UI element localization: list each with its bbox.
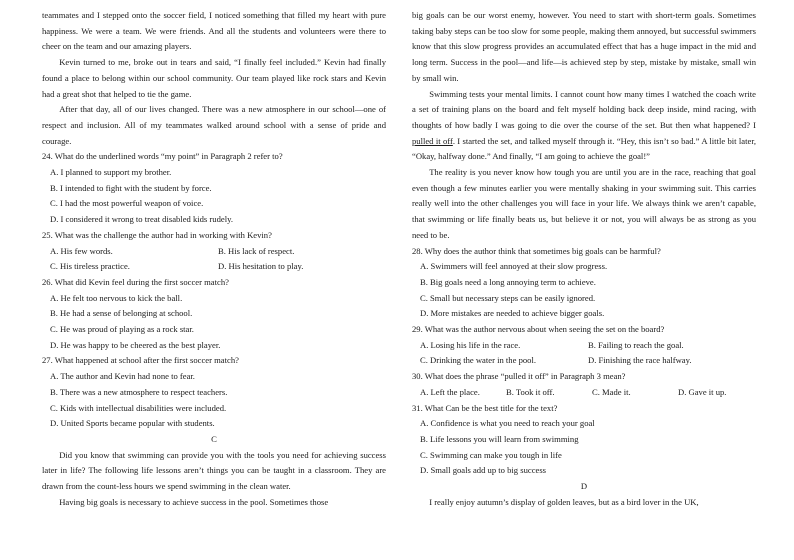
option-a: A. The author and Kevin had none to fear.: [50, 371, 195, 382]
option-d: D. Finishing the race halfway.: [588, 355, 692, 366]
paragraph: Swimming tests your mental limits. I cannot count how many times I watched the coach write a set of training plans on the board and felt myself holding back deep inside, mind racing, with thoughts of how badly I was going to die over the course of the set. But then what happened? I pulled it off. I started the set, and talked myself through it. “Hey, this isn’t so bad.” A little bit later, “Okay, halfway done.” And finally, “I am going to achieve the goal!”: [412, 88, 756, 162]
option-b: B. I intended to fight with the student by force.: [50, 182, 212, 193]
question-stem: 25. What was the challenge the author had in working with Kevin?: [42, 229, 272, 240]
right-column: [412, 8, 756, 511]
option-d: D. United Sports became popular with students.: [50, 418, 215, 429]
question-30: [412, 369, 756, 400]
option-a: A. Swimmers will feel annoyed at their slow progress.: [420, 261, 608, 272]
question-24: [42, 149, 386, 228]
option-d: D. Small goals add up to big success: [420, 465, 547, 476]
question-stem: 31. What Can be the best title for the text?: [412, 402, 558, 413]
option-b: B. Failing to reach the goal.: [588, 339, 684, 350]
question-stem: 28. Why does the author think that sometimes big goals can be harmful?: [412, 245, 661, 256]
question-25: [42, 228, 386, 275]
option-b: B. Life lessons you will learn from swimming: [420, 433, 579, 444]
option-b: B. He had a sense of belonging at school.: [50, 308, 193, 319]
option-c: C. He was proud of playing as a rock star.: [50, 324, 194, 335]
question-29: [412, 322, 756, 369]
question-27: [42, 353, 386, 432]
paragraph: Did you know that swimming can provide you with the tools you need for achieving success later in life? The following life lessons aren’t things you can be taught in a classroom. They are drawn from the count-less hours we spend swimming in the clean water.: [42, 449, 386, 492]
question-stem: 27. What happened at school after the first soccer match?: [42, 355, 239, 366]
underlined-phrase: pulled it off: [412, 135, 453, 146]
question-stem: 30. What does the phrase “pulled it off” in Paragraph 3 mean?: [412, 371, 626, 382]
paragraph: After that day, all of our lives changed. There was a new atmosphere in our school—one of respect and inclusion. All of my teammates walked around school with a sense of pride and courage.: [42, 104, 386, 146]
paragraph: The reality is you never know how tough you are until you are in the race, reaching that goal even though a few minutes earlier you were mentally shaking in your swimming suit. This carries really well into the other challenges you will face in your life. We always think we aren’t capable, that swimming or life finally beats us, but believe it or not, you will always be as strong as you need to be.: [412, 167, 756, 240]
option-b: B. Took it off.: [506, 386, 555, 397]
paragraph: Having big goals is necessary to achieve success in the pool. Sometimes those: [59, 496, 329, 507]
option-d: D. He was happy to be cheered as the best player.: [50, 339, 221, 350]
paragraph: big goals can be our worst enemy, however. You need to start with short-term goals. Sometimes taking baby steps can be too slow for some people, making them annoyed, but successful swimmers know that this slow progress provides an accumulated effect that has a huge impact in the mid and long term. Success in the pool—and life—is achieved step by step, mistake by mistake, small win by small win.: [412, 10, 756, 83]
option-d: D. I considered it wrong to treat disabled kids rudely.: [50, 214, 233, 225]
question-stem: 26. What did Kevin feel during the first soccer match?: [42, 276, 229, 287]
question-26: [42, 275, 386, 354]
paragraph: Kevin turned to me, broke out in tears and said, “I finally feel included.” Kevin had finally found a place to belong within our school community. Our team played like rock stars and Kevin had a great shot that helped to tie the game.: [42, 57, 386, 99]
option-a: A. He felt too nervous to kick the ball.: [50, 292, 183, 303]
paragraph: I really enjoy autumn’s display of golden leaves, but as a bird lover in the UK,: [429, 496, 699, 507]
option-d: D. His hesitation to play.: [218, 261, 304, 272]
section-heading: C: [211, 433, 217, 444]
paragraph: teammates and I stepped onto the soccer field, I noticed something that filled my heart with pure happiness. We were a team. We were friends. And all the students and volunteers were there to cheer on the team and our amazing players.: [42, 10, 386, 52]
option-c: C. Made it.: [592, 386, 631, 397]
option-a: A. His few words.: [50, 245, 113, 256]
left-column: [42, 8, 386, 511]
option-c: C. I had the most powerful weapon of voice.: [50, 198, 204, 209]
section-heading: D: [580, 481, 588, 492]
option-a: A. Left the place.: [420, 386, 480, 397]
option-b: B. Big goals need a long annoying term to achieve.: [420, 276, 596, 287]
option-c: C. Small but necessary steps can be easily ignored.: [420, 292, 596, 303]
question-31: [412, 401, 756, 480]
option-b: B. His lack of respect.: [218, 245, 295, 256]
option-a: A. Confidence is what you need to reach your goal: [420, 418, 595, 429]
option-c: C. Kids with intellectual disabilities were included.: [50, 402, 227, 413]
option-c: C. Swimming can make you tough in life: [420, 449, 562, 460]
question-stem: 24. What do the underlined words “my point” in Paragraph 2 refer to?: [42, 151, 283, 162]
question-28: [412, 244, 756, 323]
option-d: D. Gave it up.: [678, 386, 727, 397]
option-a: A. Losing his life in the race.: [420, 339, 521, 350]
question-stem: 29. What was the author nervous about when seeing the set on the board?: [412, 324, 665, 335]
option-d: D. More mistakes are needed to achieve bigger goals.: [420, 308, 605, 319]
option-c: C. Drinking the water in the pool.: [420, 355, 536, 366]
option-b: B. There was a new atmosphere to respect teachers.: [50, 386, 228, 397]
option-c: C. His tireless practice.: [50, 261, 130, 272]
option-a: A. I planned to support my brother.: [50, 167, 172, 178]
